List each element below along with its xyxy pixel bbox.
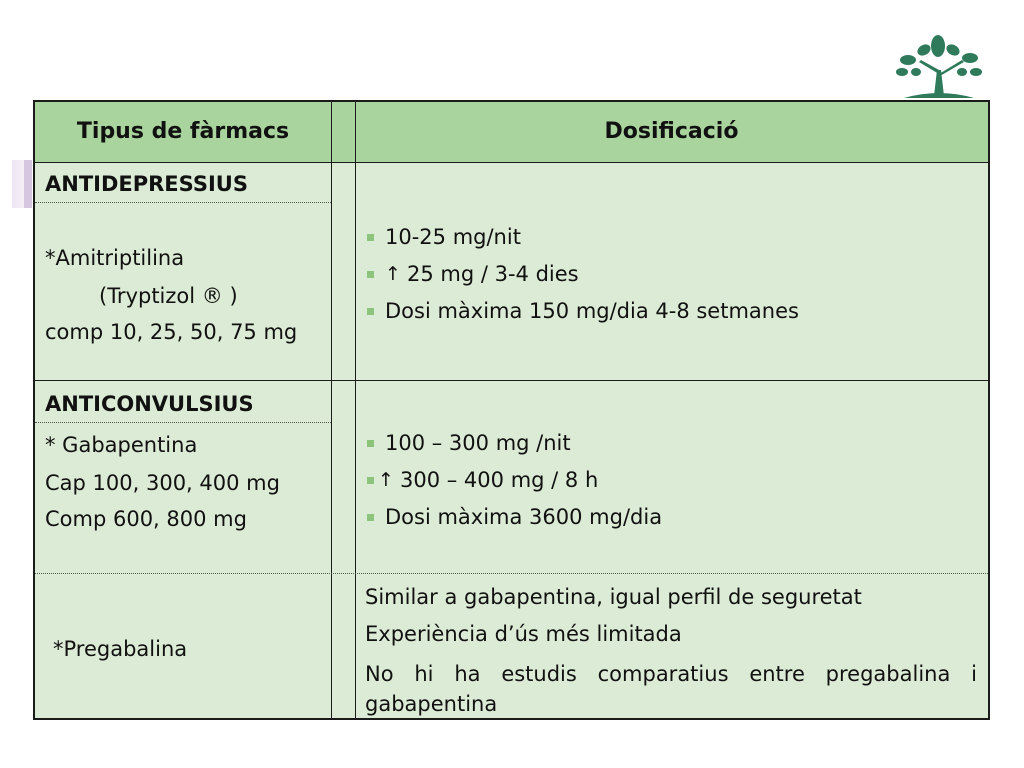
- dosing-item: 10-25 mg/nit: [385, 225, 521, 249]
- dosing-item: 25 mg / 3-4 dies: [407, 262, 579, 286]
- drug-brand: (Tryptizol ® ): [99, 284, 238, 308]
- dosing-item: 100 – 300 mg /nit: [385, 431, 571, 455]
- row-divider: [35, 380, 988, 381]
- column-divider: [331, 102, 332, 718]
- side-accent-bar: [24, 160, 32, 208]
- header-drug-type: Tipus de fàrmacs: [76, 119, 290, 144]
- category-antidepressants: ANTIDEPRESSIUS: [45, 172, 248, 196]
- dosing-item: Dosi màxima 3600 mg/dia: [385, 505, 663, 529]
- square-bullet-icon: [367, 234, 374, 241]
- square-bullet-icon: [367, 477, 374, 484]
- dotted-divider: [35, 202, 331, 203]
- drug-forms: comp 10, 25, 50, 75 mg: [45, 320, 298, 344]
- column-divider: [355, 102, 356, 718]
- note-item: Similar a gabapentina, igual perfil de seguretat: [365, 585, 862, 609]
- up-arrow-icon: ↑: [385, 263, 401, 285]
- drug-gabapentin: * Gabapentina: [45, 433, 198, 457]
- square-bullet-icon: [367, 514, 374, 521]
- dosing-item: 300 – 400 mg / 8 h: [400, 468, 599, 492]
- header-dosing: Dosificació: [604, 119, 739, 144]
- tree-logo-icon: [884, 30, 994, 100]
- drug-pregabalin: *Pregabalina: [53, 637, 188, 661]
- square-bullet-icon: [367, 440, 374, 447]
- tablet-forms: Comp 600, 800 mg: [45, 507, 247, 531]
- square-bullet-icon: [367, 308, 374, 315]
- capsule-forms: Cap 100, 300, 400 mg: [45, 471, 280, 495]
- note-item: Experiència d’ús més limitada: [365, 622, 682, 646]
- drug-amitriptyline: *Amitriptilina: [45, 246, 185, 270]
- square-bullet-icon: [367, 271, 374, 278]
- up-arrow-icon: ↑: [378, 469, 394, 491]
- note-item: No hi ha estudis comparatius entre pregabalina i gabapentina: [365, 662, 977, 716]
- category-anticonvulsants: ANTICONVULSIUS: [45, 392, 254, 416]
- dosing-table: [33, 100, 990, 720]
- dotted-divider: [35, 573, 988, 574]
- dotted-divider: [35, 422, 331, 423]
- dosing-item: Dosi màxima 150 mg/dia 4-8 setmanes: [385, 299, 799, 323]
